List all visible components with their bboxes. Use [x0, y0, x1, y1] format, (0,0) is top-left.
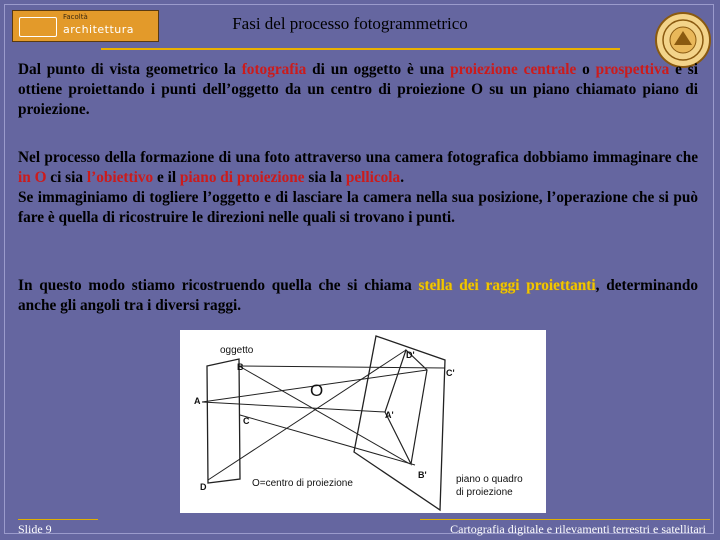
point-D: D: [200, 482, 207, 492]
footer-rule-left: [18, 519, 98, 520]
text-run: e il: [153, 169, 180, 186]
text-run: .: [400, 169, 405, 186]
projection-diagram: [180, 330, 546, 513]
slide-number: Slide 9: [18, 522, 52, 536]
text-run: e si ottiene proiettando i punti dell’oggetto da un centro di proiezione O su un piano chiamato piano di proiezione.: [18, 61, 698, 118]
label-piano-line2: di proiezione: [456, 487, 513, 498]
label-oggetto: oggetto: [220, 345, 254, 356]
point-B-prime: B': [418, 470, 427, 480]
text-run: di un oggetto è una: [306, 61, 451, 78]
text-run: In questo modo stiamo ricostruendo quella che si chiama: [18, 277, 419, 294]
title-underline: [101, 48, 620, 50]
logo-big-text: architettura: [63, 23, 135, 36]
text-run: piano di proiezione: [179, 169, 305, 186]
label-piano-line1: piano o quadro: [456, 474, 523, 485]
text-run: proiezione centrale: [450, 61, 577, 78]
point-C-prime: C': [446, 368, 455, 378]
paragraph-4: [18, 276, 698, 316]
point-B: B: [237, 362, 244, 372]
object-shape: [207, 359, 240, 483]
text-run: l’obiettivo: [86, 169, 154, 186]
text-run: sia la: [304, 169, 346, 186]
faculty-logo: [12, 10, 159, 42]
logo-mark-icon: [19, 17, 57, 37]
point-C: C: [243, 416, 250, 426]
label-center-O: O: [310, 381, 324, 400]
paragraph-2: [18, 148, 698, 188]
text-run: o: [576, 61, 596, 78]
text-run: stella dei raggi proiettanti: [418, 277, 596, 294]
text-run: Se immaginiamo di togliere l’oggetto e di lasciare la camera nella sua posizione, l’operazione che si può fare è quella di ricostruire le direzioni nelle quali si trovano i punti.: [18, 189, 698, 226]
paragraph-1: [18, 60, 698, 120]
footer-rule-right: [420, 519, 710, 520]
text-run: Nel processo della formazione di una foto attraverso una camera fotografica dobbiamo immaginare che: [18, 149, 698, 166]
text-run: pellicola: [345, 169, 401, 186]
point-A-prime: A': [385, 410, 394, 420]
text-run: Dal punto di vista geometrico la: [18, 61, 242, 78]
point-A: A: [194, 396, 201, 406]
text-run: ci sia: [46, 169, 87, 186]
label-centro-proiezione: O=centro di proiezione: [252, 478, 353, 489]
text-run: , determinando anche gli angoli tra i diversi raggi.: [18, 277, 698, 314]
paragraph-3: [18, 188, 698, 228]
logo-small-text: Facoltà: [63, 13, 88, 21]
text-run: fotografia: [241, 61, 307, 78]
point-D-prime: D': [406, 350, 415, 360]
text-run: in O: [18, 169, 47, 186]
page-title: Fasi del processo fotogrammetrico: [232, 14, 468, 33]
projection-plane: [354, 336, 445, 510]
course-title: Cartografia digitale e rilevamenti terrestri e satellitari: [450, 522, 706, 536]
text-run: prospettiva: [595, 61, 670, 78]
